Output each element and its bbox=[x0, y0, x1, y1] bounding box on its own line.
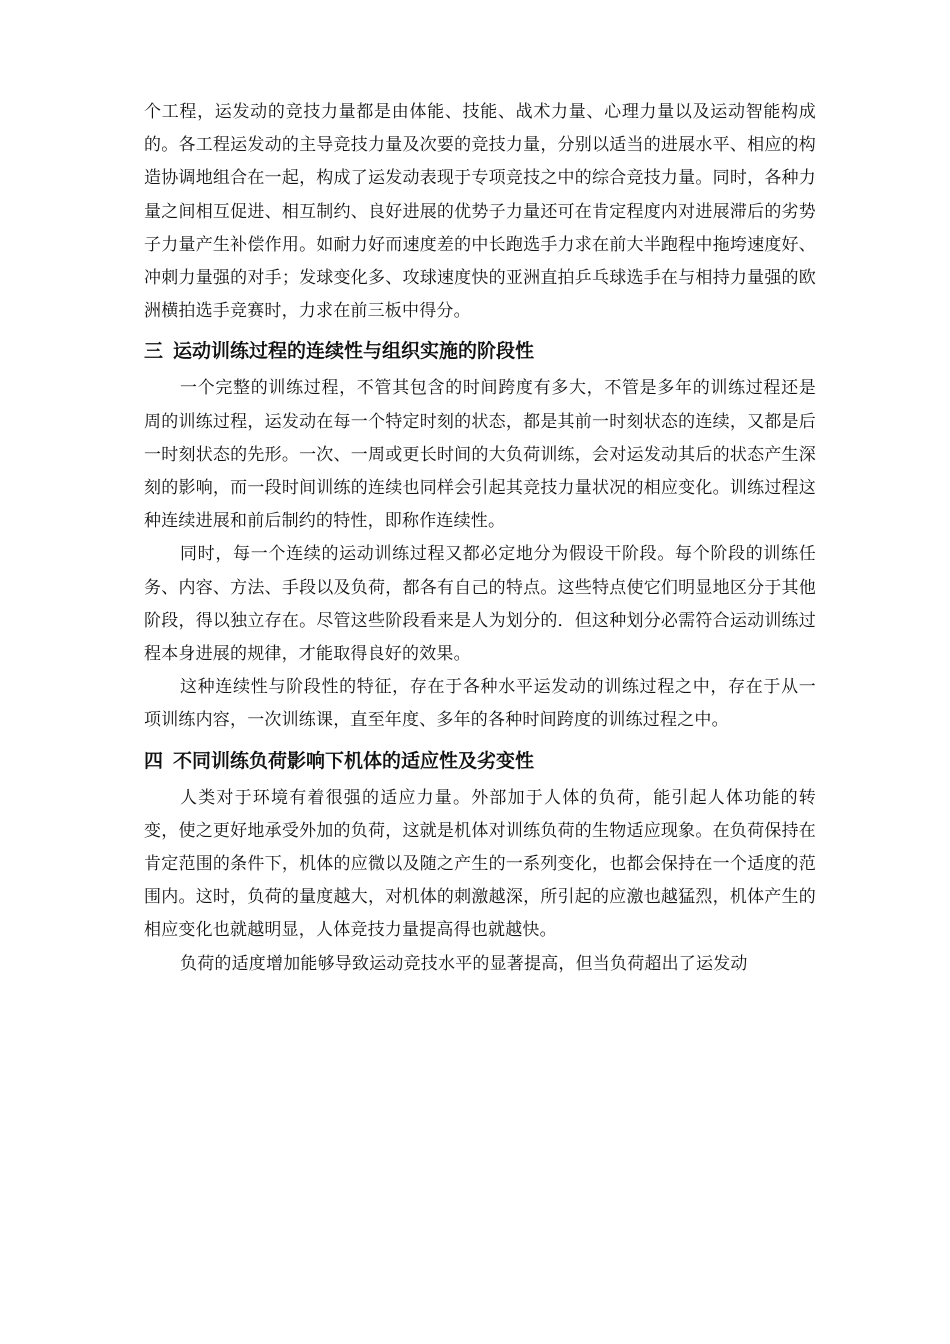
document-page bbox=[144, 96, 816, 981]
body-paragraph: 同时，每一个连续的运动训练过程又都必定地分为假设干阶段。每个阶段的训练任务、内容、方法、手段以及负荷，都各有自己的特点。这些特点使它们明显地区分于其他阶段，得以独立存在。尽管这些阶段看来是人为划分的．但这种划分必需符合运动训练过程本身进展的规律，才能取得良好的效果。 bbox=[144, 544, 816, 665]
section-number: 三 bbox=[144, 340, 164, 363]
body-paragraph: 个工程，运发动的竞技力量都是由体能、技能、战术力量、心理力量以及运动智能构成的。各工程运发动的主导竞技力量及次要的竞技力量，分别以适当的进展水平、相应的构造协调地组合在一起，构成了运发动表现于专项竞技之中的综合竞技力量。同时，各种力量之间相互促进、相互制约、良好进展的优势子力量还可在肯定程度内对进展滞后的劣势子力量产生补偿作用。如耐力好而速度差的中长跑选手力求在前大半跑程中拖垮速度好、冲刺力量强的对手；发球变化多、攻球速度快的亚洲直拍乒乓球选手在与相持力量强的欧洲横拍选手竞赛时，力求在前三板中得分。 bbox=[144, 102, 816, 322]
body-paragraph: 负荷的适度增加能够导致运动竞技水平的显著提高，但当负荷超出了运发动 bbox=[180, 953, 748, 974]
body-paragraph: 人类对于环境有着很强的适应力量。外部加于人体的负荷，能引起人体功能的转变，使之更好地承受外加的负荷，这就是机体对训练负荷的生物适应现象。在负荷保持在肯定范围的条件下，机体的应微以及随之产生的一系列变化，也都会保持在一个适度的范围内。这时，负荷的量度越大，对机体的刺激越深，所引起的应激也越猛烈，机体产生的相应变化也就越明显，人体竞技力量提高得也就越快。 bbox=[144, 787, 816, 941]
body-paragraph: 一个完整的训练过程，不管其包含的时间跨度有多大，不管是多年的训练过程还是周的训练过程，运发动在每一个特定时刻的状态，都是其前一时刻状态的连续，又都是后一时刻状态的先形。一次、一周或更长时间的大负荷训练，会对运发动其后的状态产生深刻的影响，而一段时间训练的连续也同样会引起其竞技力量状况的相应变化。训练过程这种连续进展和前后制约的特性，即称作连续性。 bbox=[144, 378, 816, 532]
section-heading-3 bbox=[144, 332, 816, 370]
section-number: 四 bbox=[144, 749, 164, 772]
section-title: 运动训练过程的连续性与组织实施的阶段性 bbox=[173, 340, 535, 363]
section-title: 不同训练负荷影响下机体的适应性及劣变性 bbox=[173, 749, 535, 772]
body-paragraph: 这种连续性与阶段性的特征，存在于各种水平运发动的训练过程之中，存在于从一项训练内容，一次训练课，直至年度、多年的各种时间跨度的训练过程之中。 bbox=[144, 677, 816, 731]
section-heading-4 bbox=[144, 742, 816, 780]
